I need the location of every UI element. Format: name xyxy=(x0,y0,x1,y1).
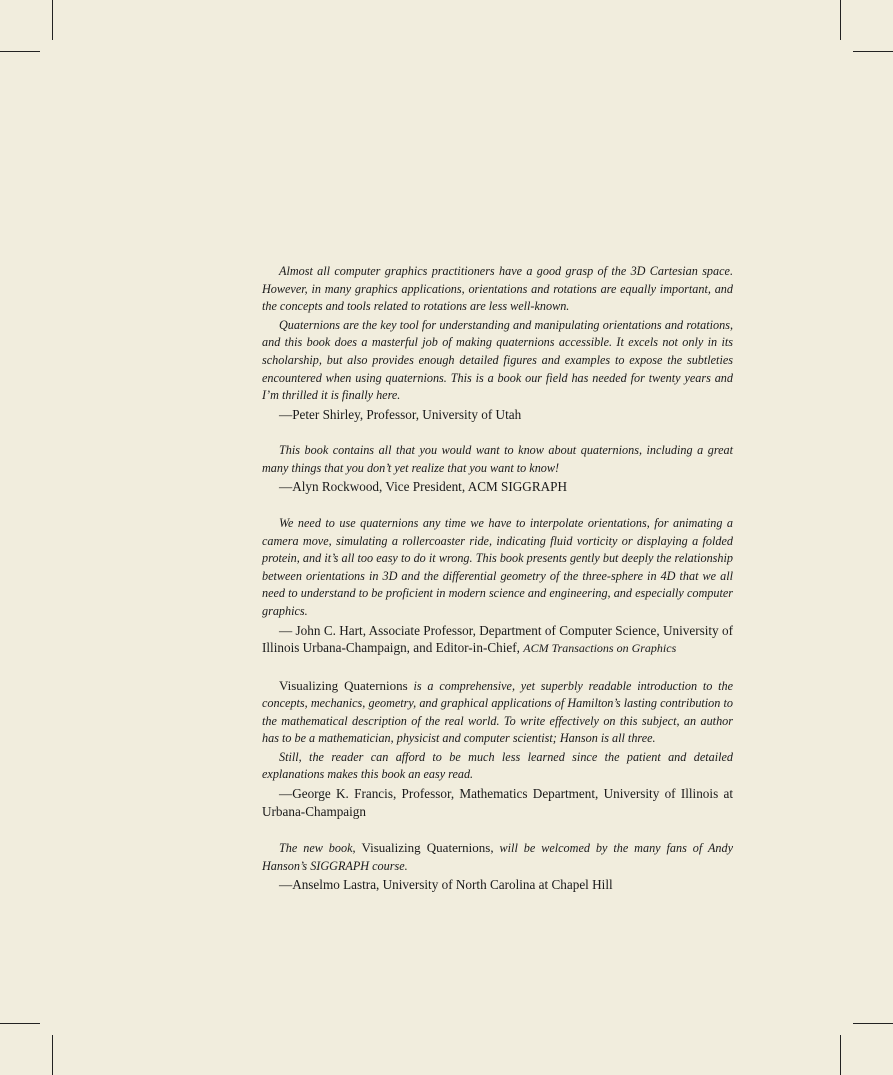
crop-mark-bottom-right-horizontal xyxy=(853,1023,893,1024)
crop-mark-bottom-right-vertical xyxy=(840,1035,841,1075)
endorsement-lastra xyxy=(262,839,733,894)
crop-mark-bottom-left-horizontal xyxy=(0,1023,40,1024)
endorsement-paragraph xyxy=(262,677,733,748)
endorsement-hart xyxy=(262,515,733,658)
paragraph-tail: will be welcomed by the many fans of Andy Hanson’s SIGGRAPH course. xyxy=(262,841,734,873)
endorsement-paragraph: Quaternions are the key tool for understanding and manipulating orientations and rotations, and this book does a masterful job of making quaternions accessible. It excels not only in its scholarship, but also provides enough detailed figures and examples to expose the subtleties encountered when using quaternions. This is a book our field has needed for twenty years and I’m thrilled it is finally here. xyxy=(262,317,733,403)
endorsement-paragraph: Almost all computer graphics practitioners have a good grasp of the 3D Cartesian space. However, in many graphics applications, orientations and rotations are equally important, and the concepts and tools related to rotations are less well-known. xyxy=(262,264,733,314)
book-title: Visualizing Quaternions xyxy=(361,840,491,856)
endorsement-shirley xyxy=(262,263,733,423)
endorsement-paragraph: Still, the reader can afford to be much less learned since the patient and detailed explanations makes this book an easy read. xyxy=(262,749,733,782)
endorsement-paragraph: This book contains all that you would want to know about quaternions, including a great many things that you don’t yet realize that you want to know! xyxy=(262,443,733,475)
paragraph-lead: The new book, xyxy=(279,841,356,856)
paragraph-text: is a comprehensive, yet superbly readable introduction to the concepts, mechanics, geometry, and graphical applications of Hamilton’s lasting contribution to the mathematical description of the real world. To write effectively on this subject, an author has to be a mathematician, physicist and computer scientist; Hanson is all three. xyxy=(262,678,733,746)
endorsement-francis xyxy=(262,677,733,821)
crop-mark-top-left-horizontal xyxy=(0,51,40,52)
crop-mark-bottom-left-vertical xyxy=(52,1035,53,1075)
endorsement-paragraph: We need to use quaternions any time we have to interpolate orientations, for animating a camera move, simulating a rollercoaster ride, indicating fluid vorticity or displaying a folded protein, and it’s all too easy to do it wrong. This book presents gently but deeply the relationship between orientations in 3D and the differential geometry of the three-sphere in 4D that we all need to understand to be proficient in modern science and engineering, and especially computer graphics. xyxy=(262,515,733,618)
journal-title: ACM Transactions on Graphics xyxy=(523,641,677,655)
endorsement-attribution xyxy=(262,622,733,658)
endorsement-rockwood xyxy=(262,442,733,496)
endorsement-paragraph: The new book, Visualizing Quaternions, will be welcomed by the many fans of Andy Hanson’s SIGGRAPH course. xyxy=(262,840,734,873)
book-title: Visualizing Quaternions xyxy=(279,677,408,693)
endorsement-attribution: —Peter Shirley, Professor, University of Utah xyxy=(279,406,522,422)
endorsements xyxy=(262,263,733,913)
crop-mark-top-right-horizontal xyxy=(853,51,893,52)
attribution-text: — John C. Hart, Associate Professor, Department of Computer Science, University of Illinois Urbana-Champaign, and Editor-in-Chief, xyxy=(262,622,733,655)
crop-mark-top-right-vertical xyxy=(840,0,841,40)
crop-mark-top-left-vertical xyxy=(52,0,53,40)
endorsement-attribution: —Anselmo Lastra, University of North Carolina at Chapel Hill xyxy=(279,877,613,893)
endorsement-attribution: —Alyn Rockwood, Vice President, ACM SIGGRAPH xyxy=(279,479,567,495)
endorsement-attribution: —George K. Francis, Professor, Mathematics Department, University of Illinois at Urbana-Champaign xyxy=(262,786,733,819)
